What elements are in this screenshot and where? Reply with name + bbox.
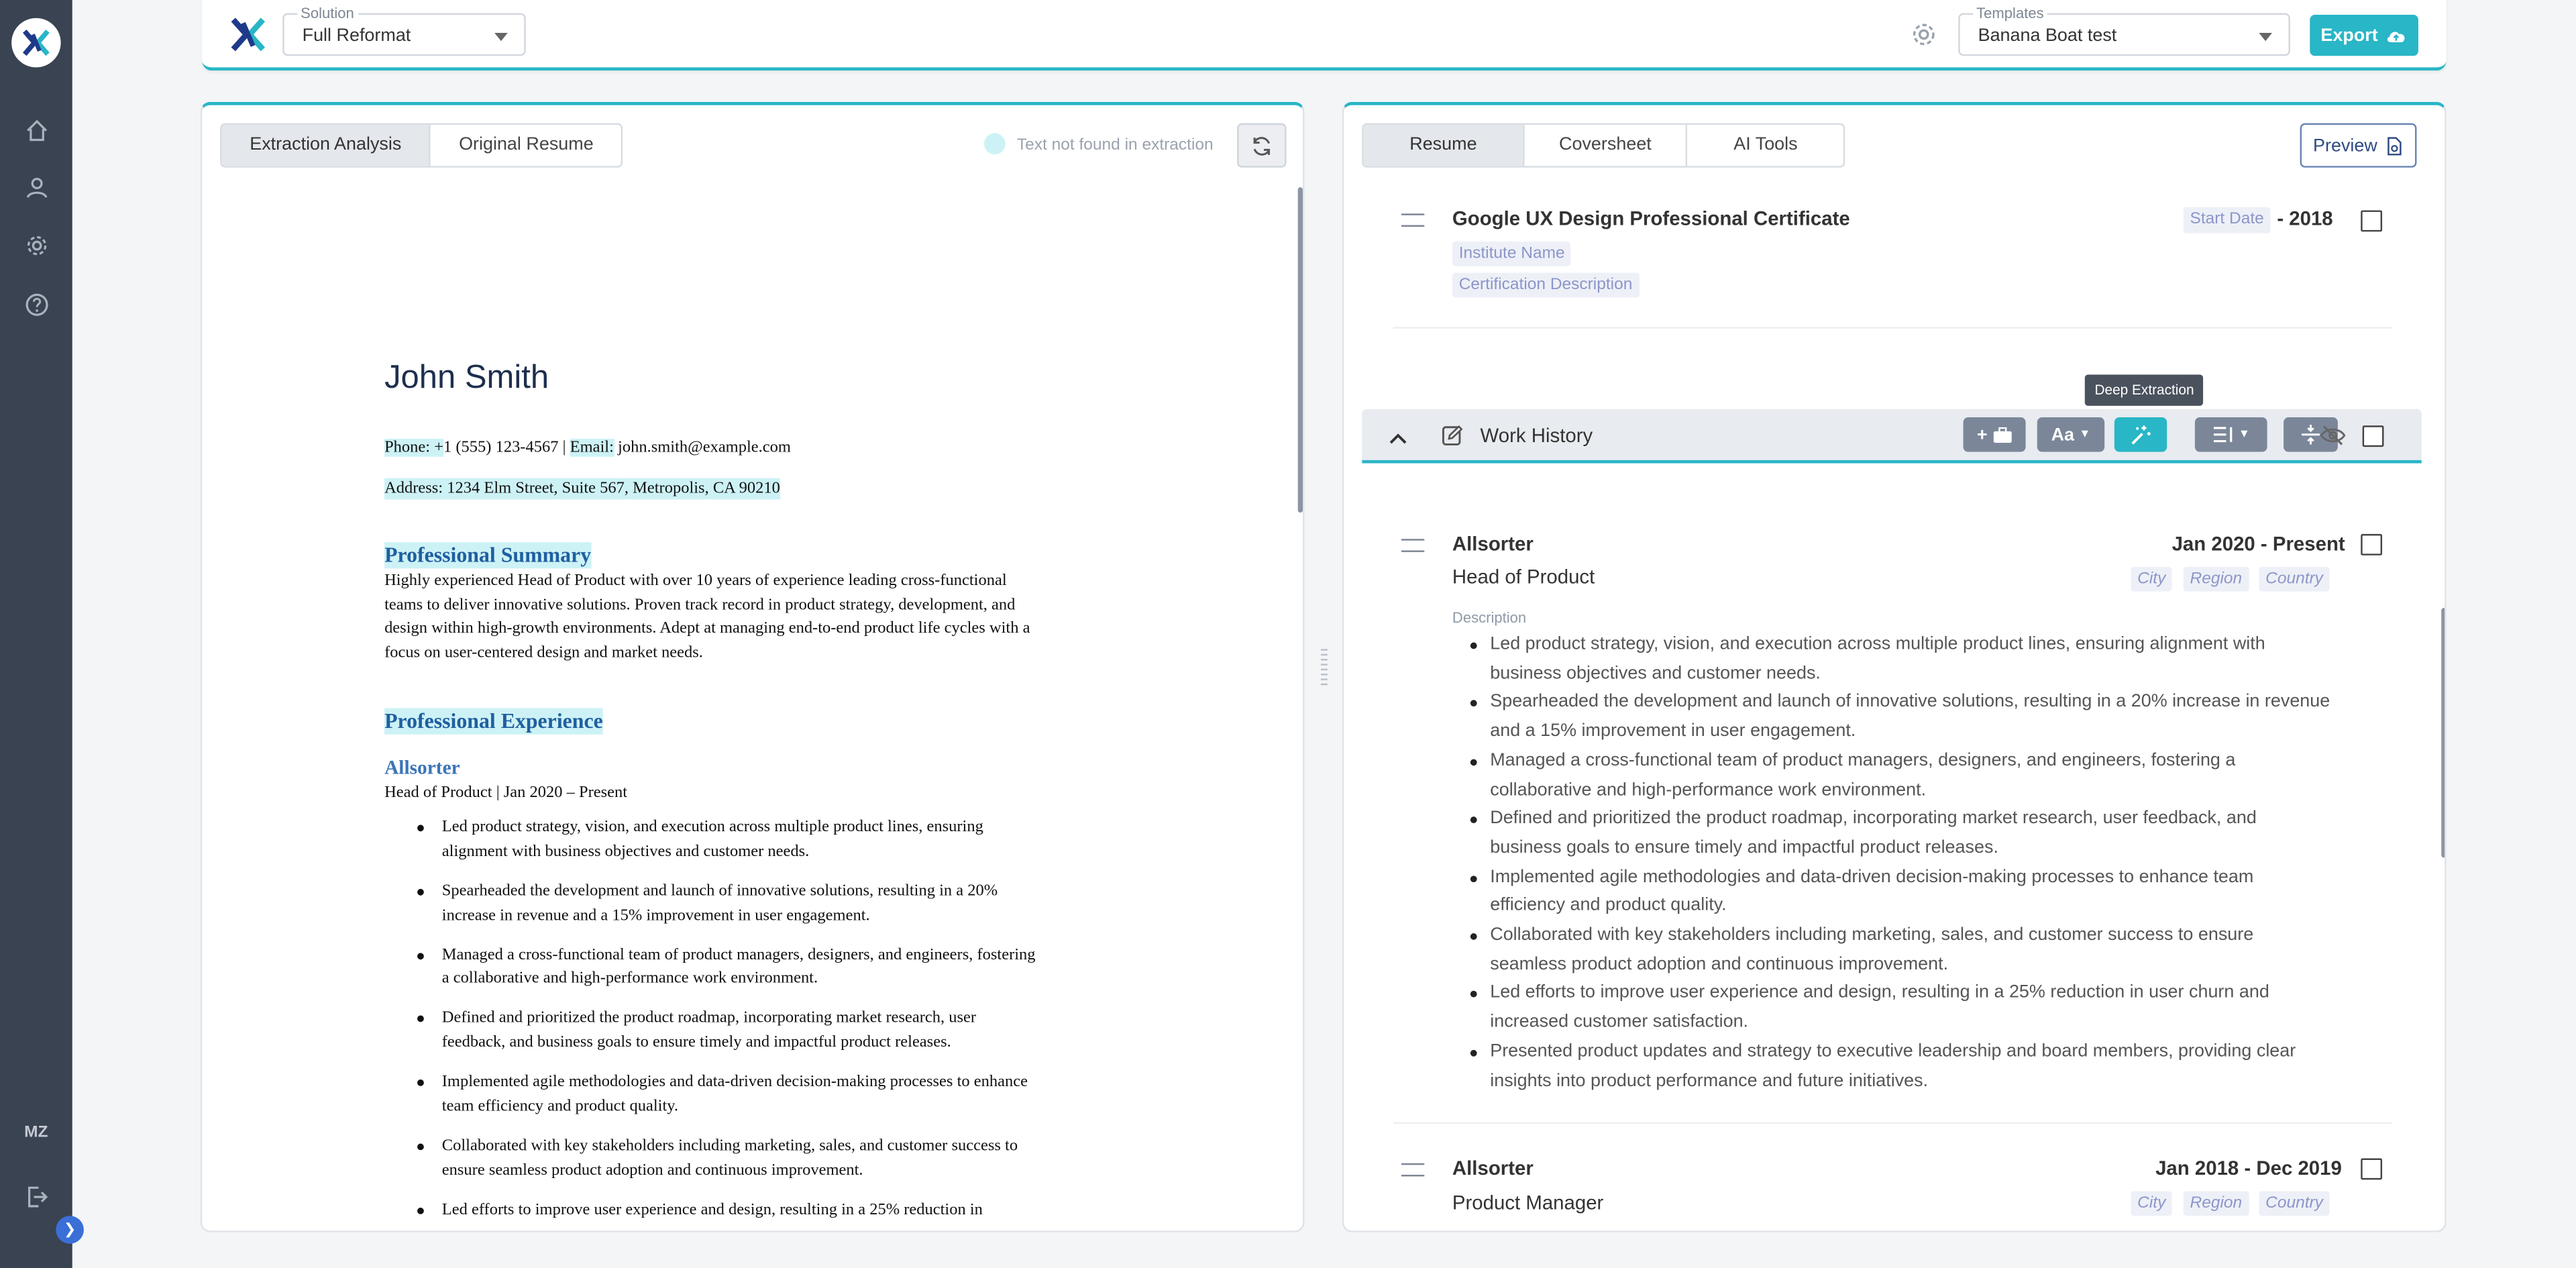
summary-heading: Professional Summary — [384, 542, 591, 568]
list-item[interactable]: Spearheaded the development and launch of innovative solutions, resulting in a 20% increase in revenue and a 15% improvement in user engagement. — [1452, 689, 2331, 747]
font-style-button[interactable] — [2037, 417, 2104, 452]
right-tabs — [1362, 123, 1845, 168]
region-chip[interactable]: Region — [2184, 1192, 2249, 1216]
phone-value: 1 (555) 123-4567 | — [443, 438, 566, 457]
job-dates[interactable]: Jan 2020 - Present — [2171, 532, 2345, 556]
job-dates[interactable]: Jan 2018 - Dec 2019 — [2155, 1157, 2342, 1180]
highlight-legend-text: Text not found in extraction — [1016, 136, 1214, 155]
country-chip[interactable]: Country — [2259, 1192, 2329, 1216]
add-job-button[interactable] — [1964, 417, 2026, 452]
divider — [1393, 327, 2392, 328]
job-title[interactable]: Product Manager — [1452, 1191, 1604, 1214]
solution-select[interactable] — [282, 5, 525, 56]
list-item[interactable]: Managed a cross-functional team of product managers, designers, and engineers, fostering a collaborative and high-performance work environment. — [1452, 747, 2331, 806]
list-item: Defined and prioritized the product roadmap, incorporating market research, user feedback, and business goals to ensure timely and impactful product releases. — [384, 1008, 1042, 1056]
list-item[interactable]: Collaborated with key stakeholders including marketing, sales, and customer success to ensure seamless product adoption and continuous improvement. — [1452, 922, 2331, 980]
resume-role-line: Head of Product | Jan 2020 – Present — [384, 784, 628, 802]
expand-sidebar-button[interactable] — [56, 1216, 84, 1244]
list-item[interactable]: Led efforts to improve user experience and design, resulting in a 25% reduction in user churn and increased customer satisfaction. — [1452, 980, 2331, 1039]
city-chip[interactable]: City — [2131, 1192, 2172, 1216]
font-button-label: Aa — [2051, 425, 2075, 445]
tab-resume[interactable]: Resume — [1364, 125, 1525, 166]
phone-label: Phone: + — [384, 438, 444, 457]
logout-icon[interactable] — [19, 1179, 52, 1212]
description-label: Description — [1452, 609, 1527, 627]
templates-value: Banana Boat test — [1978, 26, 2117, 46]
caret-down-icon: ▼ — [2238, 429, 2250, 441]
work-history-section-bar — [1362, 409, 2422, 464]
experience-heading: Professional Experience — [384, 708, 603, 735]
templates-select[interactable] — [1958, 5, 2290, 56]
region-chip[interactable]: Region — [2184, 567, 2249, 592]
resume-company: Allsorter — [384, 755, 460, 779]
institute-name-chip[interactable]: Institute Name — [1452, 242, 1572, 266]
resume-name: John Smith — [384, 360, 549, 397]
list-item: Collaborated with key stakeholders including marketing, sales, and customer success to ensure seamless product adoption and continuous improvement. — [384, 1135, 1042, 1183]
job-company[interactable]: Allsorter — [1452, 1157, 1534, 1180]
document-preview-icon — [2385, 136, 2404, 155]
solution-value: Full Reformat — [302, 26, 411, 46]
cloud-upload-icon — [2386, 27, 2408, 43]
right-scrollbar[interactable] — [2441, 608, 2446, 857]
email-value: john.smith@example.com — [613, 438, 791, 457]
chevron-right-icon: ❯ — [63, 1220, 76, 1238]
tab-original-resume[interactable]: Original Resume — [431, 125, 621, 166]
export-button[interactable] — [2310, 15, 2418, 56]
left-scrollbar[interactable] — [1298, 187, 1303, 513]
preview-button[interactable] — [2300, 123, 2417, 168]
job-checkbox[interactable] — [2361, 534, 2382, 556]
tab-ai-tools[interactable]: AI Tools — [1688, 125, 1844, 166]
job-checkbox[interactable] — [2361, 1159, 2382, 1180]
solution-label: Solution — [297, 5, 357, 21]
left-tabs — [220, 123, 623, 168]
logo-icon — [19, 26, 52, 59]
templates-label: Templates — [1973, 5, 2047, 21]
preview-label: Preview — [2313, 136, 2377, 156]
export-label: Export — [2320, 25, 2378, 46]
highlight-legend-swatch — [984, 133, 1006, 154]
app-logo[interactable] — [11, 18, 60, 67]
certificate-title[interactable]: Google UX Design Professional Certificate — [1452, 207, 1850, 230]
drag-handle-icon[interactable] — [1401, 1163, 1424, 1177]
user-icon[interactable] — [19, 171, 52, 204]
refresh-button[interactable] — [1237, 123, 1286, 168]
home-icon[interactable] — [19, 113, 52, 146]
vertical-spacing-icon — [2300, 424, 2322, 445]
job-company[interactable]: Allsorter — [1452, 532, 1534, 556]
sidebar — [0, 0, 76, 1268]
section-checkbox[interactable] — [2363, 425, 2384, 447]
drag-handle-icon[interactable] — [1401, 213, 1424, 227]
list-item: Spearheaded the development and launch of innovative solutions, resulting in a 20% increase in revenue and a 15% improvement in user engagement. — [384, 880, 1042, 929]
certificate-checkbox[interactable] — [2361, 210, 2382, 231]
list-item: Implemented agile methodologies and data-driven decision-making processes to enhance team efficiency and product quality. — [384, 1071, 1042, 1120]
deep-extraction-button[interactable] — [2114, 417, 2167, 452]
resume-editor-panel — [1342, 102, 2447, 1232]
certificate-end-date[interactable]: - 2018 — [2277, 207, 2333, 230]
extraction-panel — [201, 102, 1305, 1232]
list-item[interactable]: Implemented agile methodologies and data-driven decision-making processes to enhance team efficiency and product quality. — [1452, 863, 2331, 922]
list-item: Led product strategy, vision, and execution across multiple product lines, ensuring alignment with business objectives and customer needs. — [384, 816, 1042, 865]
refresh-icon — [1250, 134, 1273, 157]
start-date-chip[interactable]: Start Date — [2184, 207, 2271, 233]
help-icon[interactable] — [19, 288, 52, 321]
chevron-down-icon — [494, 33, 508, 41]
list-item: Managed a cross-functional team of product managers, designers, and engineers, fostering a collaborative and high-performance work environment. — [384, 944, 1042, 992]
layout-options-button[interactable] — [2195, 417, 2267, 452]
divider — [1393, 1122, 2392, 1124]
section-title[interactable]: Work History — [1480, 423, 1593, 447]
list-item[interactable]: Defined and prioritized the product roadmap, incorporating market research, user feedback, and business goals to ensure timely and impactful product releases. — [1452, 806, 2331, 864]
chevron-down-icon — [2259, 33, 2272, 41]
email-label: Email: — [570, 438, 614, 457]
template-settings-icon[interactable] — [1911, 21, 1937, 56]
magic-wand-icon — [2129, 423, 2152, 446]
list-item: Led efforts to improve user experience and design, resulting in a 25% reduction in — [384, 1199, 1042, 1223]
top-bar — [202, 0, 2446, 70]
list-item[interactable]: Led product strategy, vision, and execution across multiple product lines, ensuring alignment with business objectives and customer needs. — [1452, 631, 2331, 689]
collapse-chevron-up-icon[interactable] — [1388, 425, 1407, 455]
resume-address: Address: 1234 Elm Street, Suite 567, Metropolis, CA 90210 — [384, 478, 780, 500]
resume-bullets — [384, 816, 1042, 1232]
brand-logo-icon — [228, 15, 268, 62]
panel-resize-handle[interactable] — [1320, 649, 1330, 685]
list-item[interactable]: Presented product updates and strategy to executive leadership and board members, providing clear insights into product performance and future initiatives. — [1452, 1038, 2331, 1096]
city-chip[interactable]: City — [2131, 567, 2172, 592]
edit-icon[interactable] — [1441, 424, 1464, 456]
tab-coversheet[interactable]: Coversheet — [1525, 125, 1688, 166]
country-chip[interactable]: Country — [2259, 567, 2329, 592]
resume-contact-line — [384, 437, 791, 458]
job-description-list[interactable] — [1452, 631, 2331, 1096]
certification-description-chip[interactable]: Certification Description — [1452, 273, 1639, 298]
tab-extraction-analysis[interactable]: Extraction Analysis — [222, 125, 431, 166]
gear-icon[interactable] — [19, 228, 52, 261]
job-title[interactable]: Head of Product — [1452, 565, 1595, 588]
summary-text: Highly experienced Head of Product with over 10 years of experience leading cross-functional teams to deliver innovative solutions. Proven track record in product strategy, development, and design within high-growth environments. Adept at managing end-to-end product life cycles with a focus on user-centered design and market needs. — [384, 572, 1030, 663]
caret-down-icon: ▼ — [2079, 429, 2091, 441]
plus-icon: + — [1976, 425, 1988, 445]
deep-extraction-tooltip: Deep Extraction — [2085, 374, 2204, 406]
hide-section-eye-slash-icon[interactable] — [2320, 424, 2346, 456]
drag-handle-icon[interactable] — [1401, 539, 1424, 552]
briefcase-icon — [1992, 427, 2012, 443]
list-layout-icon — [2212, 425, 2234, 443]
user-initials[interactable]: MZ — [24, 1124, 48, 1143]
